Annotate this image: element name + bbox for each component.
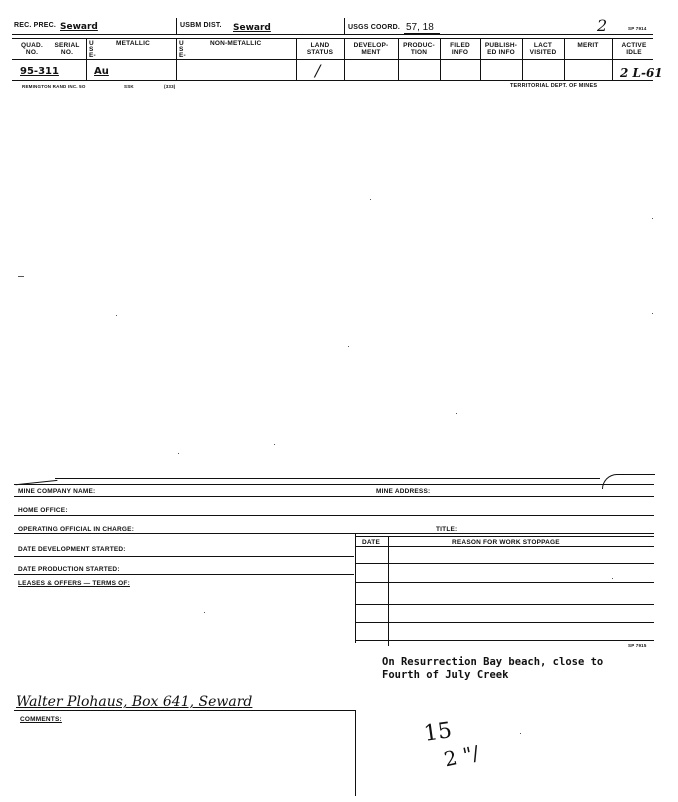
filed-info-header: FILED INFO <box>450 42 470 56</box>
footer-left-code: SSK <box>124 84 134 89</box>
active-idle-value: 2 L-61 <box>620 66 663 80</box>
handwritten-mark-1: 15 <box>422 718 454 747</box>
land-status-mark: / <box>315 61 321 80</box>
handwritten-mark-2: 2 "/ <box>441 740 482 772</box>
non-metallic-use-s: S <box>179 46 184 53</box>
non-metallic-header: NON-METALLIC <box>210 40 262 47</box>
non-metallic-use-u: U <box>179 40 184 47</box>
development-header: DEVELOP-MENT <box>353 42 389 56</box>
quad-no-header: QUAD. NO. <box>21 42 43 56</box>
active-idle-header: ACTIVE IDLE <box>621 42 647 56</box>
footer-left: REMINGTON RAND INC. 5O <box>22 84 86 89</box>
non-metallic-use-e: E- <box>179 52 186 59</box>
usgs-coord-label: USGS COORD. <box>348 24 400 31</box>
last-visited-header: LACT VISITED <box>529 42 557 56</box>
title-label: TITLE: <box>436 526 458 533</box>
merit-header: MERIT <box>577 42 599 49</box>
card-number: 2 <box>597 16 608 35</box>
metallic-header: METALLIC <box>116 40 150 47</box>
usgs-coord-value: 57, 18 <box>406 22 434 33</box>
date-header: DATE <box>362 539 381 546</box>
usbm-dist-label: USBM DIST. <box>180 22 222 29</box>
mine-address-label: MINE ADDRESS: <box>376 488 431 495</box>
land-status-header: LAND STATUS <box>306 42 334 56</box>
serial-no-header: SERIAL NO. <box>54 42 80 56</box>
date-production-label: DATE PRODUCTION STARTED: <box>18 566 120 573</box>
location-note-line2: Fourth of July Creek <box>382 669 509 681</box>
metallic-use-s: S <box>89 46 94 53</box>
footer-right: TERRITORIAL DEPT. OF MINES <box>510 83 598 89</box>
published-info-header: PUBLISH-ED INFO <box>484 42 518 56</box>
metallic-value: Au <box>94 66 109 77</box>
operating-official-label: OPERATING OFFICIAL IN CHARGE: <box>18 526 135 533</box>
mine-company-name-label: MINE COMPANY NAME: <box>18 488 96 495</box>
form-number-bottom: SP 7915 <box>628 643 647 648</box>
metallic-use-u: U <box>89 40 94 47</box>
date-development-label: DATE DEVELOPMENT STARTED: <box>18 546 126 553</box>
production-header: PRODUC-TION <box>403 42 435 56</box>
metallic-use-e: E- <box>89 52 96 59</box>
comments-label: COMMENTS: <box>20 716 62 723</box>
form-number-top: SP 7914 <box>628 26 647 31</box>
reason-header: REASON FOR WORK STOPPAGE <box>452 539 560 546</box>
rec-prec-value: Seward <box>60 22 98 32</box>
footer-left-code2: (333) <box>164 84 176 89</box>
quad-serial-value: 95-311 <box>20 66 59 77</box>
home-office-label: HOME OFFICE: <box>18 507 68 514</box>
usbm-dist-value: Seward <box>233 23 271 33</box>
location-note-line1: On Resurrection Bay beach, close to <box>382 656 604 668</box>
leases-offers-label: LEASES & OFFERS — TERMS OF: <box>18 580 130 587</box>
handwritten-owner: Walter Plohaus, Box 641, Seward <box>16 694 253 710</box>
rec-prec-label: REC. PREC. <box>14 22 57 29</box>
